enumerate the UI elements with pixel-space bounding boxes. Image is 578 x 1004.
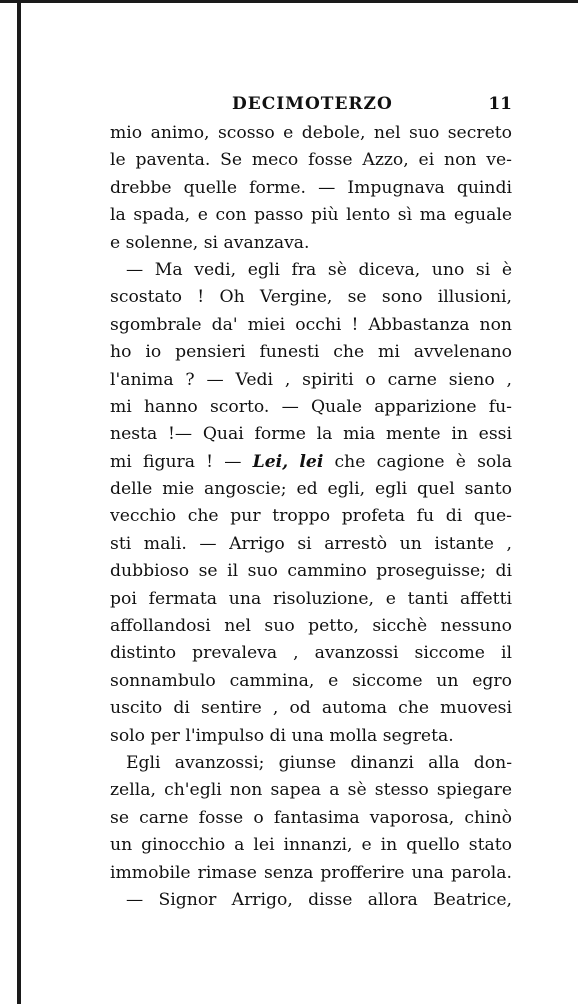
text-line: la spada, e con passo più lento sì ma eguale [110,205,512,226]
text-line: un ginocchio a lei innanzi, e in quello stato [110,835,512,856]
text-run: mi figura ! — [110,451,253,472]
text-line: mio animo, scosso e debole, nel suo secreto [110,123,512,143]
text-line: vecchio che pur troppo profeta fu di que- [110,506,512,527]
text-line: sonnambulo cammina, e siccome un egro [110,670,512,691]
page-binding-edge [17,0,21,1004]
text-line: Egli avanzossi; giunse dinanzi alla don- [126,752,512,773]
text-line: se carne fosse o fantasima vaporosa, chinò [110,807,512,828]
text-line: ho io pensieri funesti che mi avvelenano [110,342,512,363]
text-line: solo per l'impulso di una molla segreta. [110,725,454,746]
text-line: le paventa. Se meco fosse Azzo, ei non ve- [110,150,512,171]
page-margin [0,0,17,1004]
text-line: delle mie angoscie; ed egli, egli quel santo [110,479,512,500]
emphasized-word: lei [299,451,324,472]
text-line: distinto prevaleva , avanzossi siccome il [110,643,512,664]
text-line: dubbioso se il suo cammino proseguisse; di [110,561,512,582]
text-line: sgombrale da' miei occhi ! Abbastanza non [110,314,512,335]
text-line: uscito di sentire , od automa che muovesi [110,698,512,719]
body-text [110,120,512,914]
page-number: 11 [488,94,512,114]
text-line: — Ma vedi, egli fra sè diceva, uno si è [126,259,512,280]
text-line: e solenne, si avanzava. [110,232,310,253]
text-run [288,452,299,472]
text-line: poi fermata una risoluzione, e tanti affetti [110,588,512,609]
page-top-edge [0,0,578,3]
page-header [110,94,512,122]
text-line: — Signor Arrigo, disse allora Beatrice, [126,889,512,910]
text-line: l'anima ? — Vedi , spiriti o carne sieno , [110,369,512,390]
text-line: drebbe quelle forme. — Impugnava quindi [110,177,512,198]
text-line: nesta !— Quai forme la mia mente in essi [110,424,512,445]
text-run: che cagione è sola [323,451,512,472]
text-line: scostato ! Oh Vergine, se sono illusioni, [110,287,512,308]
text-line: zella, ch'egli non sapea a sè stesso spiegare [110,780,512,801]
running-title: DECIMOTERZO [232,94,393,114]
text-line: affollandosi nel suo petto, sicchè nessuno [110,616,512,637]
text-line: sti mali. — Arrigo si arrestò un istante , [110,533,512,554]
text-line: mi hanno scorto. — Quale apparizione fu- [110,396,512,417]
text-line [110,449,512,476]
text-line: immobile rimase senza profferire una parola. [110,862,512,883]
emphasized-word: Lei, [252,451,289,472]
